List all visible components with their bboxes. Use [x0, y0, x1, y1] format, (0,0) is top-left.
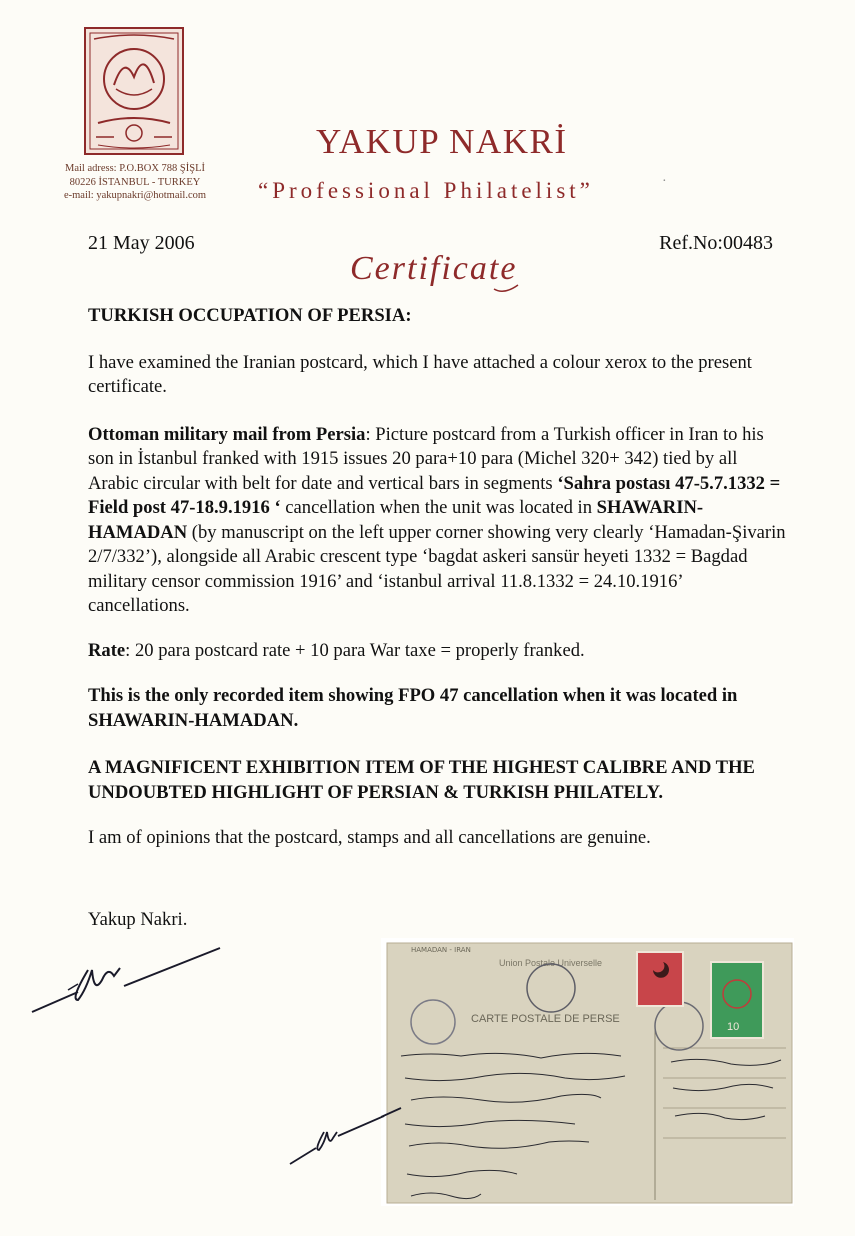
certificate-body	[88, 304, 788, 851]
only-recorded-statement: This is the only recorded item showing FPO 47 cancellation when it was located in SHAWARIN-HAMADAN.	[88, 685, 738, 731]
certificate-title: Certificate	[350, 250, 518, 287]
address-line: 80226 İSTANBUL - TURKEY	[69, 176, 201, 188]
company-name: YAKUP NAKRİ	[316, 122, 568, 161]
location-text: SHAWARIN-HAMADAN	[88, 497, 704, 543]
signature-icon	[28, 930, 228, 1020]
rate-paragraph	[88, 639, 788, 664]
certificate-date: 21 May 2006	[88, 232, 195, 254]
rate-label: Rate	[88, 639, 126, 661]
intro-paragraph: I have examined the Iranian postcard, which I have attached a colour xerox to the present certificate.	[88, 351, 752, 397]
description-label: Ottoman military mail from Persia	[88, 423, 366, 445]
flourish-icon	[492, 283, 520, 293]
rate-text: : 20 para postcard rate + 10 para War taxe = properly franked.	[125, 639, 585, 661]
decorative-dot: ·	[662, 174, 667, 189]
postcard-union-text: Union Postale Universelle	[499, 958, 603, 968]
tughra-stamp-icon	[84, 27, 184, 155]
postcard-image	[381, 938, 794, 1206]
address-line: Mail adress: P.O.BOX 788 ŞİŞLİ	[64, 163, 205, 174]
email-address[interactable]: e-mail: yakupnakri@hotmail.com	[63, 190, 207, 201]
section-heading: TURKISH OCCUPATION OF PERSIA:	[88, 305, 412, 326]
postcard-title-text: CARTE POSTALE DE PERSE	[471, 1013, 620, 1025]
mail-address	[40, 162, 230, 203]
description-text: cancellation when the unit was located in	[280, 497, 597, 518]
description-paragraph	[88, 423, 788, 619]
postcard-header-note: HAMADAN - IRAN	[411, 946, 471, 954]
green-stamp-value: 10	[727, 1021, 740, 1033]
cancellation-text: ‘Sahra postası 47-5.7.1332 = Field post 47-18.9.1916 ‘	[88, 472, 781, 518]
description-text: : Picture postcard from a Turkish officer in Iran to his son in İstanbul franked with 1915 issues 20 para+10 para (Michel 320+ 342) tied by all Arabic circular with belt for date and vertical bars in segments	[88, 423, 764, 494]
tagline: “Professional Philatelist”	[258, 178, 594, 203]
signatory-name: Yakup Nakri.	[88, 909, 188, 930]
signature-overlay-icon	[286, 1110, 386, 1170]
description-text: (by manuscript on the left upper corner showing very clearly ‘Hamadan-Şivarin 2/7/332’), alongside all Arabic crescent type ‘bagdat askeri sansür heyeti 1332 = Bagdad military censor commission 1916’ and ‘istanbul arrival 11.8.1332 = 24.10.1916’ cancellations.	[88, 521, 786, 616]
opinion-statement: I am of opinions that the postcard, stamps and all cancellations are genuine.	[88, 827, 651, 848]
red-stamp	[637, 952, 683, 1006]
reference-number: Ref.No:00483	[659, 232, 773, 254]
highlight-statement: A MAGNIFICENT EXHIBITION ITEM OF THE HIGHEST CALIBRE AND THE UNDOUBTED HIGHLIGHT OF PERSIAN & TURKISH PHILATELY.	[88, 757, 755, 803]
